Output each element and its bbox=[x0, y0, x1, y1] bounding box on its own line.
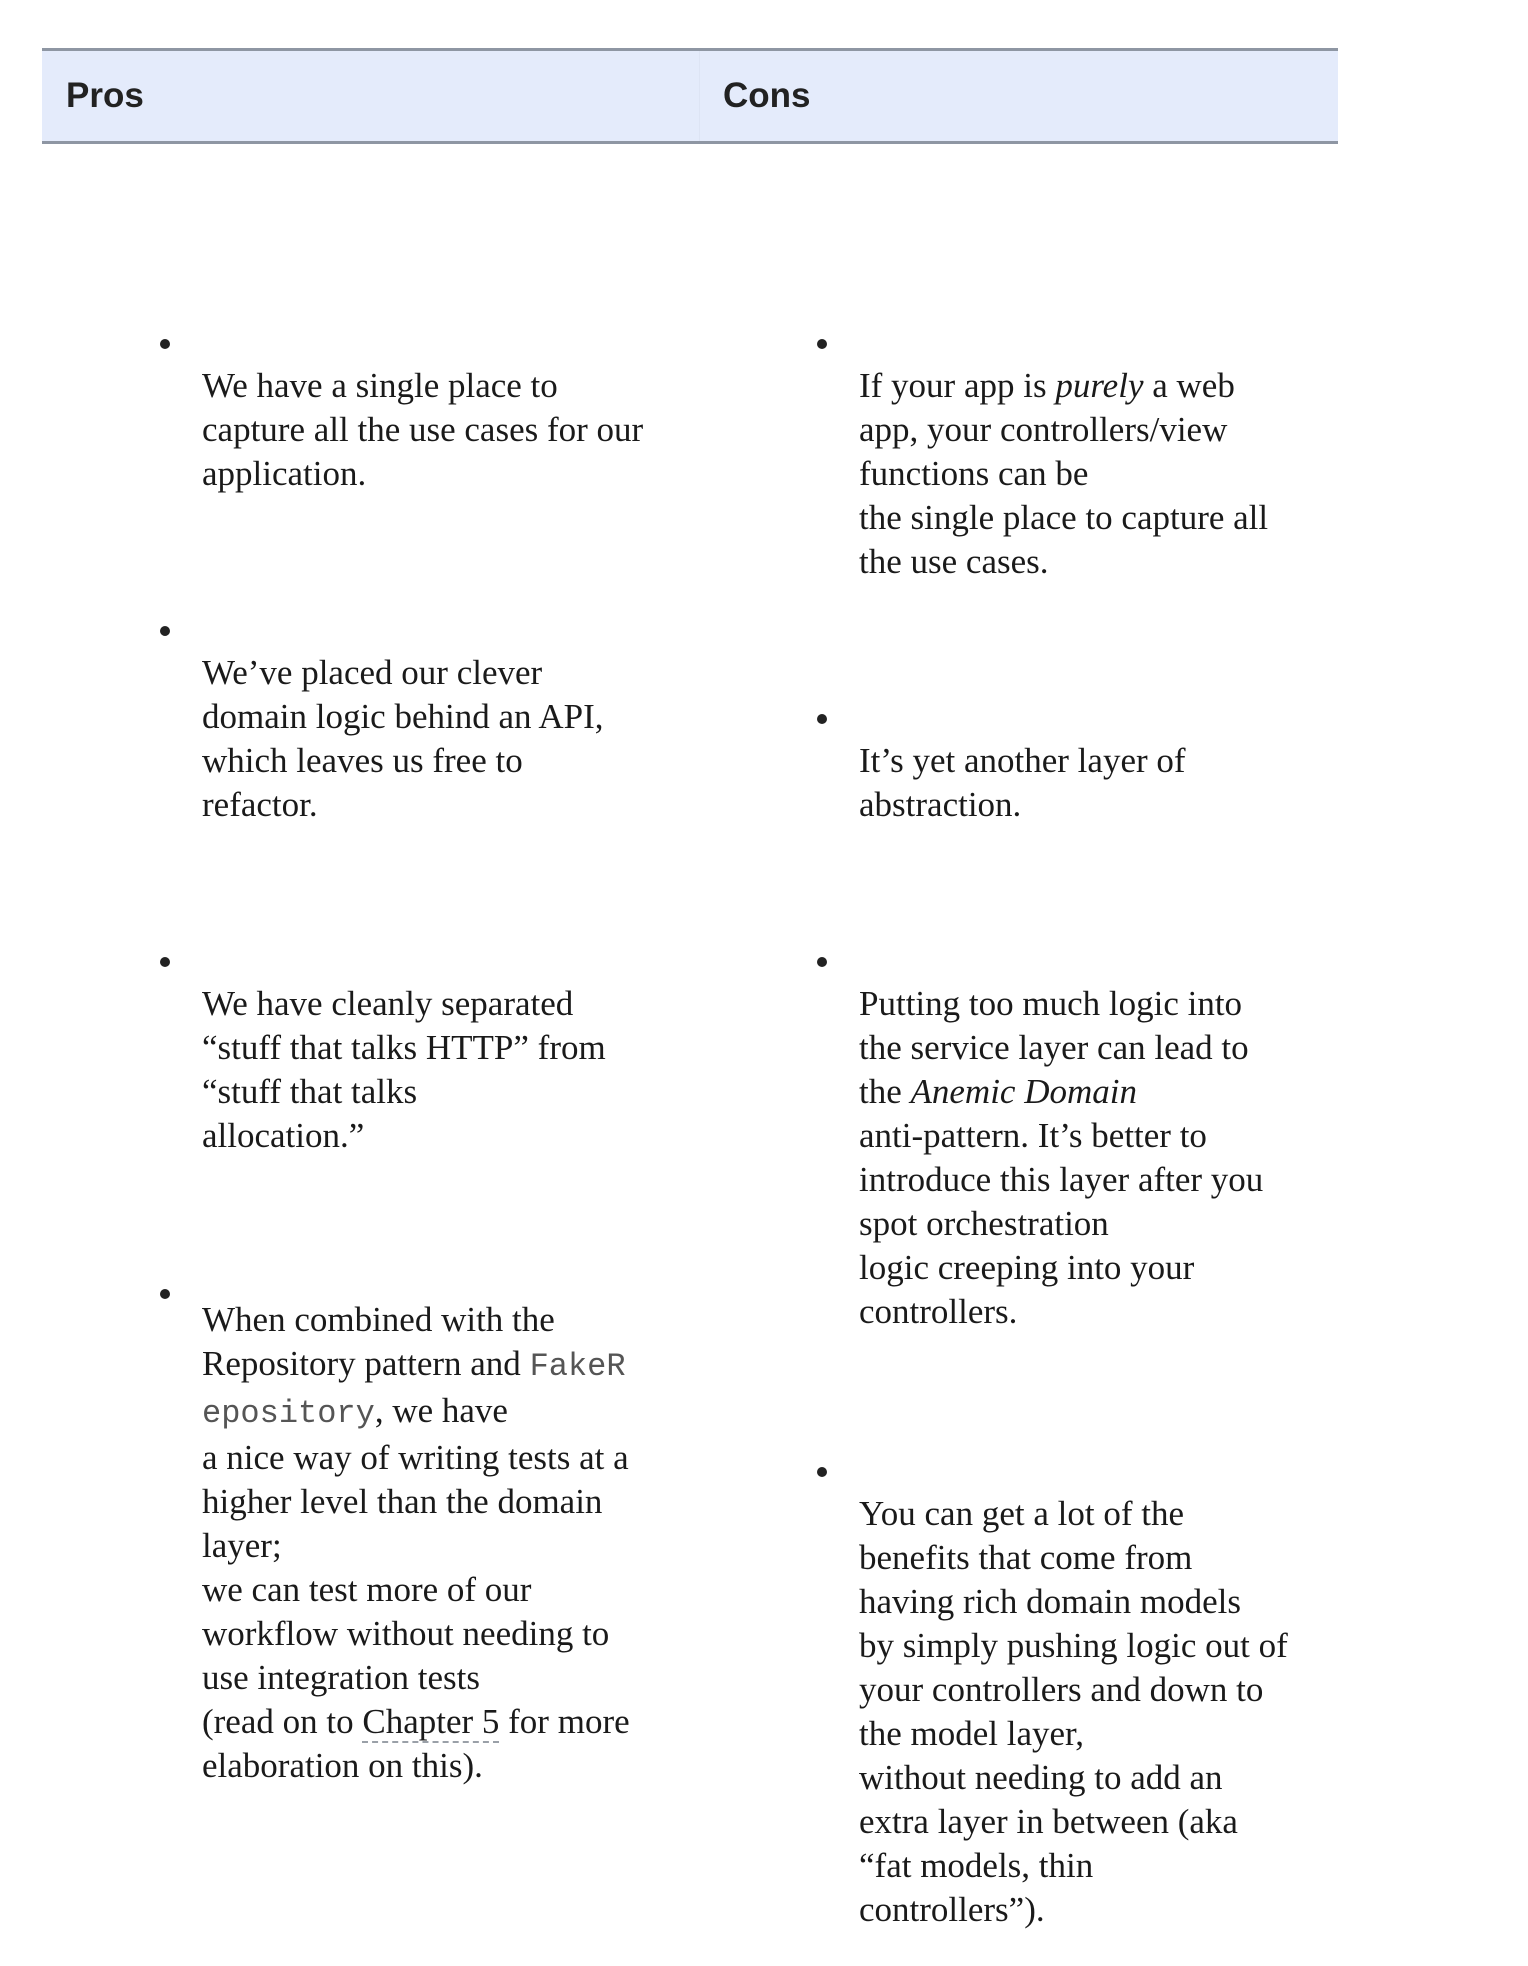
bullet-icon bbox=[160, 626, 170, 636]
pros-item-text-middle: , we have a nice way of writing tests at a higher level than the domain layer; we can test more of our workflow without needing to use integration tests (read on to bbox=[202, 1391, 629, 1741]
cons-item-text bbox=[859, 982, 1263, 1334]
pros-item-text-outro: for more elaboration on this). bbox=[202, 1702, 630, 1785]
cons-item-text-after: anti-pattern. It’s better to introduce this layer after you spot orchestration logic creeping into your controllers. bbox=[859, 1116, 1264, 1331]
cons-item-text-after: a web app, your controllers/view functions can be the single place to capture all the use cases. bbox=[859, 366, 1269, 581]
bullet-icon bbox=[817, 1467, 827, 1477]
table-header-row bbox=[42, 48, 1338, 144]
fake-repository-code: FakeR epository bbox=[202, 1348, 626, 1432]
pros-item-text bbox=[202, 1298, 630, 1788]
bullet-icon bbox=[160, 957, 170, 967]
emphasis-anemic-domain: Anemic Domain bbox=[910, 1072, 1137, 1111]
bullet-icon bbox=[817, 957, 827, 967]
pros-item-text: We have a single place to capture all the use cases for our application. bbox=[202, 366, 644, 493]
cons-item-text-before: Putting too much logic into the service layer can lead to the bbox=[859, 984, 1249, 1111]
cons-column-header: Cons bbox=[723, 76, 811, 115]
chapter-5-link[interactable]: Chapter 5 bbox=[362, 1702, 500, 1741]
cons-item-text: It’s yet another layer of abstraction. bbox=[859, 741, 1186, 824]
bullet-icon bbox=[160, 339, 170, 349]
cons-item-text-before: If your app is bbox=[859, 366, 1056, 405]
pros-item-text-intro: When combined with the Repository pattern and bbox=[202, 1300, 555, 1383]
emphasis-purely: purely bbox=[1055, 366, 1144, 405]
bullet-icon bbox=[817, 714, 827, 724]
cons-item-text bbox=[859, 364, 1268, 584]
pros-column-header: Pros bbox=[66, 76, 144, 115]
bullet-icon bbox=[160, 1289, 170, 1299]
header-column-divider bbox=[699, 51, 700, 141]
pros-item-text: We have cleanly separated “stuff that talks HTTP” from “stuff that talks allocation.” bbox=[202, 984, 606, 1155]
cons-item-text: You can get a lot of the benefits that come from having rich domain models by simply pushing logic out of your controllers and down to the model layer, without needing to add an extra layer in between (aka “fat models, thin controllers”). bbox=[859, 1494, 1288, 1929]
pros-item-text: We’ve placed our clever domain logic behind an API, which leaves us free to refactor. bbox=[202, 653, 604, 824]
bullet-icon bbox=[817, 339, 827, 349]
